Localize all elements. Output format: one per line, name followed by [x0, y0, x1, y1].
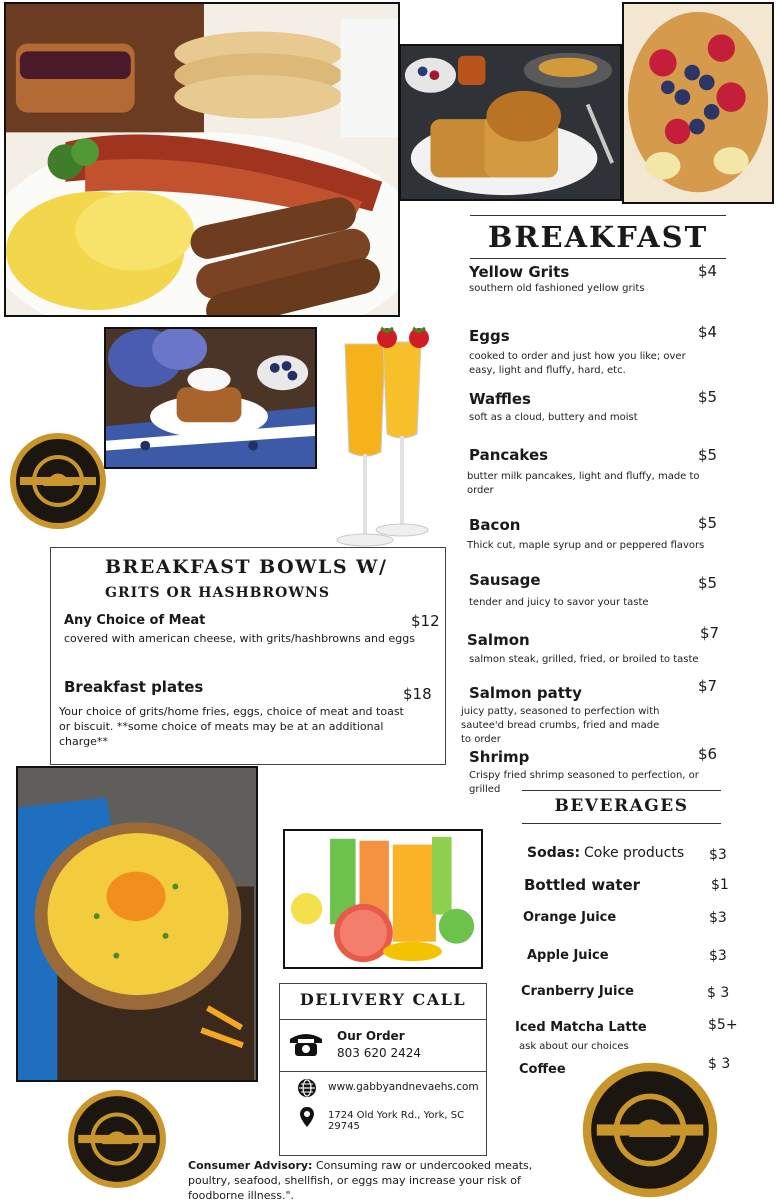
bowl-item-desc: Your choice of grits/home fries, eggs, choice of meat and toast or biscuit. **some choice of meats may be at an additional charge**	[59, 705, 404, 748]
menu-item-price: $6	[698, 745, 718, 763]
phone-number[interactable]: 803 620 2424	[337, 1046, 421, 1060]
breakfast-top-rule	[470, 215, 726, 216]
beverage-name: Bottled water	[524, 876, 641, 894]
delivery-divider-2	[280, 1071, 486, 1072]
saloon-logo-left	[8, 431, 108, 531]
menu-item-desc: cooked to order and just how you like; over easy, light and fluffy, hard, etc.	[469, 351, 686, 376]
menu-item-desc: salmon steak, grilled, fried, or broiled to taste	[469, 654, 699, 665]
mimosa-glasses-image	[335, 322, 435, 554]
order-label: Our Order	[337, 1029, 405, 1043]
delivery-divider	[280, 1019, 486, 1020]
beverage-name: Orange Juice	[523, 910, 617, 925]
bowl-item-desc: covered with american cheese, with grits/hashbrowns and eggs	[64, 632, 415, 645]
delivery-heading: DELIVERY CALL	[299, 990, 467, 1009]
breakfast-heading: BREAKFAST	[487, 220, 709, 254]
beverage-name: Cranberry Juice	[521, 984, 634, 999]
menu-item-price: $5	[698, 388, 718, 406]
menu-item-desc: Thick cut, maple syrup and or peppered flavors	[467, 540, 705, 551]
globe-icon	[297, 1078, 317, 1098]
delivery-box	[279, 983, 487, 1156]
breakfast-bottom-rule	[470, 258, 726, 259]
menu-item-price: $5	[698, 514, 718, 532]
juices-photo	[283, 829, 483, 969]
blueberry-pancakes-photo	[104, 327, 317, 469]
menu-item-name: Bacon	[469, 516, 521, 534]
beverage-price: $5+	[708, 1017, 738, 1033]
beverage-price: $3	[709, 847, 727, 863]
beverage-name: Iced Matcha Latte	[515, 1020, 647, 1035]
menu-item-desc: Crispy fried shrimp seasoned to perfection, or grilled	[469, 770, 699, 795]
menu-item-name: Salmon patty	[469, 684, 582, 702]
menu-item-desc: juicy patty, seasoned to perfection with sautee'd bread crumbs, fried and made to order	[461, 706, 660, 745]
beverage-price: $1	[711, 877, 729, 893]
menu-item-name: Yellow Grits	[469, 263, 570, 281]
beverages-heading: BEVERAGES	[554, 796, 689, 816]
menu-item-desc: tender and juicy to savor your taste	[469, 597, 649, 608]
website-link[interactable]: www.gabbyandnevaehs.com	[328, 1081, 479, 1093]
menu-item-name: Salmon	[467, 631, 530, 649]
bowl-item-price: $18	[403, 685, 432, 703]
menu-item-name: Shrimp	[469, 748, 530, 766]
beverages-top-rule	[522, 790, 721, 791]
saloon-logo-bottom-right	[580, 1060, 720, 1200]
menu-item-desc: soft as a cloud, buttery and moist	[469, 412, 638, 423]
bowl-item-price: $12	[411, 612, 440, 630]
menu-item-desc: butter milk pancakes, light and fluffy, made to order	[467, 471, 700, 496]
breakfast-plate-photo	[4, 2, 400, 317]
saloon-logo-bottom-left	[66, 1088, 168, 1190]
menu-item-price: $4	[698, 262, 718, 280]
menu-item-name: Waffles	[469, 390, 531, 408]
chicken-waffles-photo	[399, 44, 622, 201]
advisory-text: Consuming raw or undercooked meats, poultry, seafood, shellfish, or eggs may increase your risk of foodborne illness.".	[188, 1159, 533, 1202]
consumer-advisory	[188, 1158, 578, 1203]
menu-item-price: $4	[698, 323, 718, 341]
breakfast-bowls-box	[50, 547, 446, 765]
phone-icon	[288, 1031, 324, 1057]
beverage-name: Sodas:	[527, 845, 581, 861]
bowls-heading: BREAKFAST BOWLS W/	[105, 556, 388, 578]
beverage-price: $3	[709, 948, 727, 964]
beverage-name: Apple Juice	[527, 948, 609, 963]
menu-item-name: Sausage	[469, 571, 541, 589]
beverages-bottom-rule	[522, 823, 721, 824]
location-pin-icon	[299, 1106, 315, 1128]
menu-item-desc: southern old fashioned yellow grits	[469, 283, 645, 294]
bowl-item-name: Any Choice of Meat	[64, 613, 206, 628]
menu-item-price: $5	[698, 446, 718, 464]
grits-bowl-photo	[16, 766, 258, 1082]
beverage-name: Coffee	[519, 1062, 566, 1077]
bowl-item-name: Breakfast plates	[64, 678, 204, 696]
beverage-price: $ 3	[708, 1056, 731, 1072]
menu-item-name: Eggs	[469, 327, 510, 345]
beverage-price: $3	[709, 910, 727, 926]
advisory-label: Consumer Advisory:	[188, 1159, 313, 1172]
address-text: 1724 Old York Rd., York, SC 29745	[328, 1110, 465, 1132]
menu-item-name: Pancakes	[469, 446, 549, 464]
beverage-extra: Coke products	[584, 845, 685, 861]
menu-item-price: $7	[698, 677, 718, 695]
fruit-waffle-photo	[622, 2, 774, 204]
bowls-subheading: GRITS OR HASHBROWNS	[105, 585, 330, 601]
beverage-desc: ask about our choices	[519, 1041, 629, 1052]
beverage-price: $ 3	[707, 985, 730, 1001]
menu-item-price: $5	[698, 574, 718, 592]
menu-item-price: $7	[700, 624, 720, 642]
